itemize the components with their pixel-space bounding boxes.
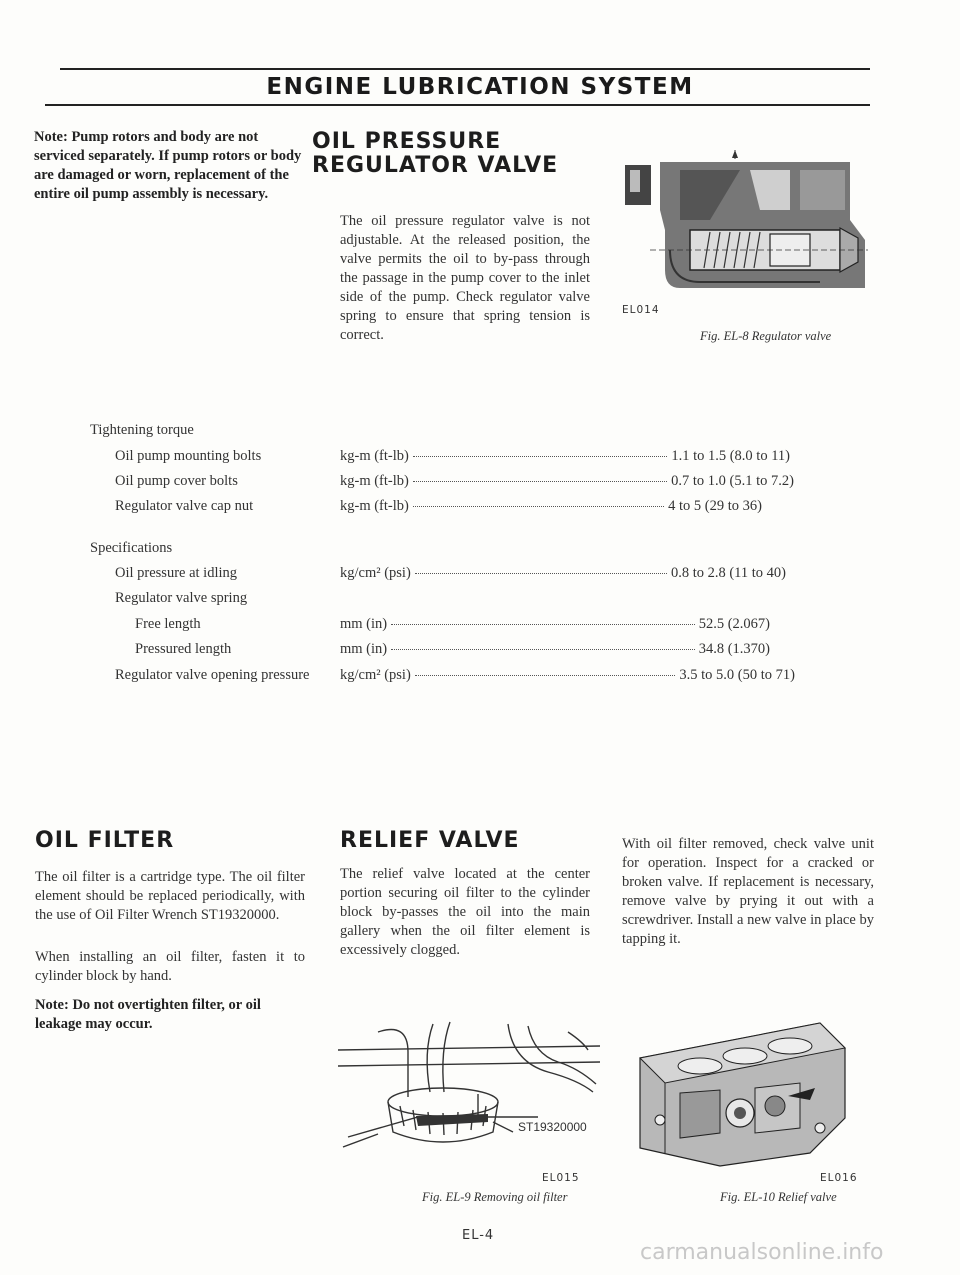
spec-unit: kg-m (ft-lb): [340, 498, 409, 514]
fig8-caption: Fig. EL-8 Regulator valve: [700, 329, 832, 343]
wrench-part-number: ST19320000: [518, 1120, 587, 1134]
spec-label-cap-nut: Regulator valve cap nut: [115, 498, 254, 514]
spec-value: 3.5 to 5.0 (50 to 71): [679, 667, 795, 683]
spec-unit: kg-m (ft-lb): [340, 448, 409, 464]
spec-value: 0.8 to 2.8 (11 to 40): [670, 565, 786, 581]
page-number: EL-4: [462, 1228, 495, 1243]
spec-label-opening-pressure: Regulator valve opening pressure: [115, 667, 310, 683]
leader-dots: [413, 481, 667, 482]
spec-value: 1.1 to 1.5 (8.0 to 11): [671, 448, 790, 464]
fig10-code: EL016: [820, 1172, 858, 1184]
spec-label-free-length: Free length: [135, 616, 201, 632]
tightening-torque-title: Tightening torque: [90, 422, 194, 438]
leader-dots: [391, 649, 695, 650]
regulator-heading: [312, 130, 558, 178]
header-rule-bottom: [45, 104, 870, 106]
oil-filter-para1: The oil filter is a cartridge type. The oil filter element should be replaced periodically, with the use of Oil Filter Wrench ST19320000.: [35, 869, 305, 923]
regulator-heading-line1: OIL PRESSURE: [312, 129, 502, 154]
regulator-body: The oil pressure regulator valve is not adjustable. At the released position, the valve permits the oil to by-pass through the passage in the pump cover to the inlet side of the pump. Check regulator valve spring to ensure that spring tension is correct.: [340, 213, 590, 343]
relief-valve-para1: The relief valve located at the center portion securing oil filter to the cylinder block by-passes the oil into the main gallery when the oil filter element is excessively clogged.: [340, 866, 590, 958]
spec-label-pump-mounting-bolts: Oil pump mounting bolts: [115, 448, 262, 464]
leader-dots: [415, 573, 667, 574]
spec-unit: mm (in): [340, 641, 388, 657]
spec-row-free-length: [340, 616, 770, 633]
header-rule-top: [60, 68, 870, 70]
fig9-caption: Fig. EL-9 Removing oil filter: [422, 1190, 568, 1204]
relief-valve-illustration: [620, 1018, 850, 1168]
spec-row-pressured-length: [340, 641, 770, 658]
leader-dots: [391, 624, 695, 625]
spec-label-pump-cover-bolts: Oil pump cover bolts: [115, 473, 238, 489]
oil-filter-para2: When installing an oil filter, fasten it to cylinder block by hand.: [35, 949, 305, 984]
spec-value: 4 to 5 (29 to 36): [668, 498, 762, 514]
spec-value: 52.5 (2.067): [698, 616, 770, 632]
spec-unit: kg-m (ft-lb): [340, 473, 409, 489]
leader-dots: [413, 506, 664, 507]
leader-dots: [415, 675, 676, 676]
spec-label-oil-pressure-idling: Oil pressure at idling: [115, 565, 238, 581]
regulator-valve-illustration: [620, 150, 870, 300]
regulator-heading-line2: REGULATOR VALVE: [312, 153, 559, 178]
fig9-code: EL015: [542, 1172, 580, 1184]
pump-rotor-note: Note: Pump rotors and body are not serviced separately. If pump rotors or body are damaged or worn, replacement of the entire oil pump assembly is necessary.: [34, 129, 302, 202]
spec-row-pump-cover-bolts: [340, 473, 794, 490]
page-header-title: ENGINE LUBRICATION SYSTEM: [266, 74, 694, 100]
spec-row-opening-pressure: [340, 667, 795, 684]
oil-filter-note: Note: Do not overtighten filter, or oil leakage may occur.: [35, 997, 261, 1032]
spec-label-pressured-length: Pressured length: [135, 641, 232, 657]
fig10-caption: Fig. EL-10 Relief valve: [720, 1190, 837, 1204]
spec-row-cap-nut: [340, 498, 762, 515]
relief-valve-heading: RELIEF VALVE: [340, 828, 520, 853]
relief-valve-para2: With oil filter removed, check valve unit for operation. Inspect for a cracked or broken valve. If replacement is necessary, remove valve by prying it out with a screwdriver. Install a new valve in place by tapping it.: [622, 836, 874, 947]
watermark: carmanualsonline.info: [640, 1240, 884, 1265]
spec-value: 0.7 to 1.0 (5.1 to 7.2): [671, 473, 794, 489]
oil-filter-heading: OIL FILTER: [35, 828, 175, 853]
spec-row-pump-mounting-bolts: [340, 448, 790, 465]
spec-unit: mm (in): [340, 616, 388, 632]
spec-label-regulator-spring: Regulator valve spring: [115, 590, 248, 606]
leader-dots: [413, 456, 667, 457]
fig8-code: EL014: [622, 304, 660, 316]
spec-unit: kg/cm² (psi): [340, 565, 411, 581]
spec-unit: kg/cm² (psi): [340, 667, 411, 683]
spec-value: 34.8 (1.370): [698, 641, 770, 657]
specifications-title: Specifications: [90, 540, 173, 556]
spec-row-oil-pressure-idling: [340, 565, 786, 582]
